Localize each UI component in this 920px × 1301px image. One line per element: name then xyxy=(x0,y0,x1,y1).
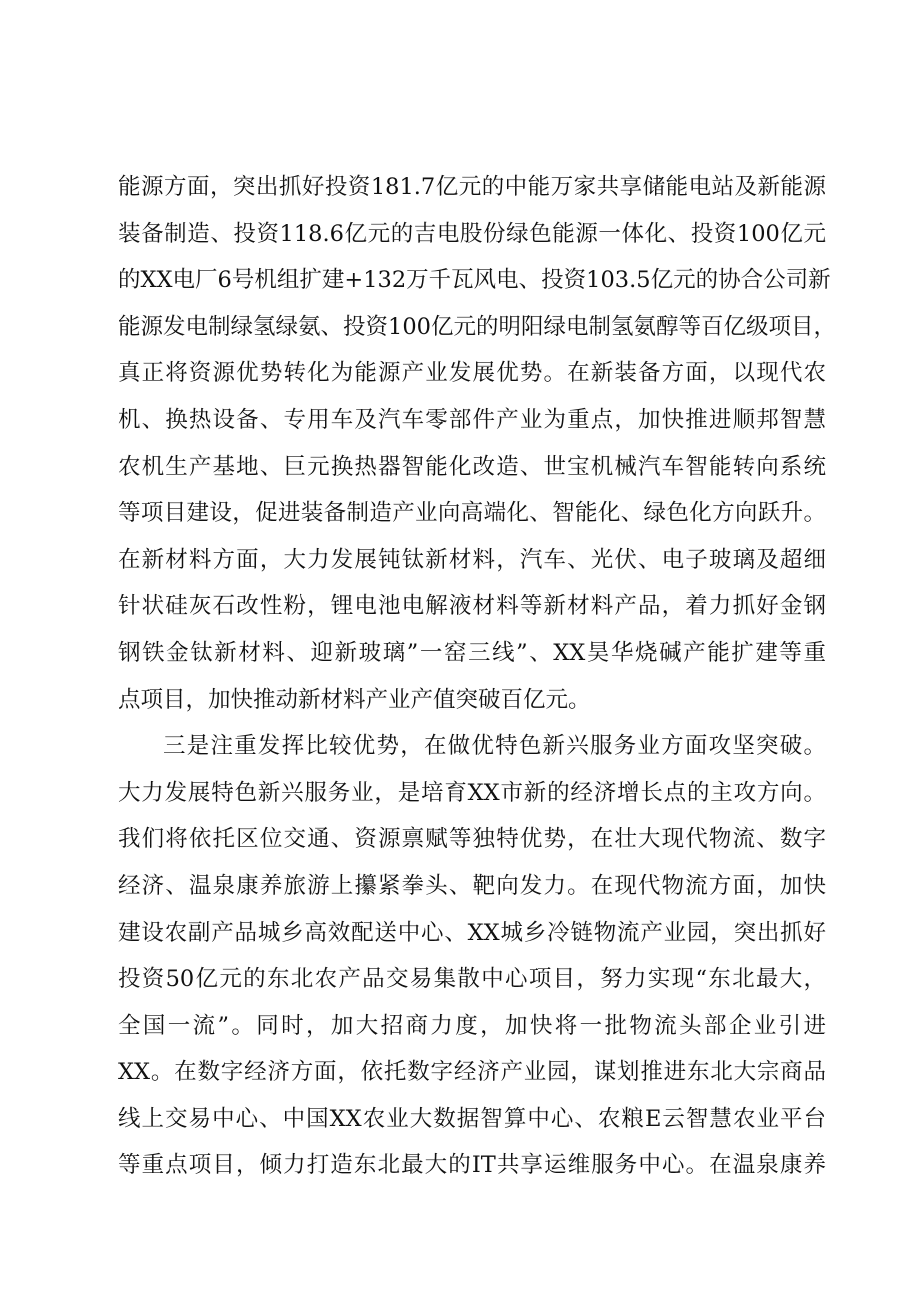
text-line: 农机生产基地、巨元换热器智能化改造、世宝机械汽车智能转向系统 xyxy=(118,453,826,480)
text-line: 在新材料方面，大力发展钝钛新材料，汽车、光伏、电子玻璃及超细 xyxy=(118,546,826,573)
text-line: 大力发展特色新兴服务业，是培育XX市新的经济增长点的主攻方向。 xyxy=(118,779,826,806)
text-line: 的XX电厂6号机组扩建+132万千瓦风电、投资103.5亿元的协合公司新 xyxy=(118,267,831,294)
text-line: 我们将依托区位交通、资源禀赋等独特优势，在壮大现代物流、数字 xyxy=(118,826,826,853)
text-line: 装备制造、投资118.6亿元的吉电股份绿色能源一体化、投资100亿元 xyxy=(118,220,826,247)
text-line: 经济、温泉康养旅游上攥紧拳头、靶向发力。在现代物流方面，加快 xyxy=(118,872,826,899)
text-line: 真正将资源优势转化为能源产业发展优势。在新装备方面，以现代农 xyxy=(118,360,826,387)
text-line: 机、换热设备、专用车及汽车零部件产业为重点，加快推进顺邦智慧 xyxy=(118,406,826,433)
paragraph-service-industry xyxy=(118,723,826,1189)
text-line: XX。在数字经济方面，依托数字经济产业园，谋划推进东北大宗商品 xyxy=(118,1059,826,1086)
text-line: 全国一流”。同时，加大招商力度，加快将一批物流头部企业引进 xyxy=(118,1012,826,1039)
text-line: 点项目，加快推动新材料产业产值突破百亿元。 xyxy=(118,686,591,713)
text-line: 三是注重发挥比较优势，在做优特色新兴服务业方面攻坚突破。 xyxy=(163,733,826,760)
paragraph-energy-equipment-materials xyxy=(118,164,836,723)
text-line: 能源方面，突出抓好投资181.7亿元的中能万家共享储能电站及新能源 xyxy=(118,174,826,200)
text-line: 投资50亿元的东北农产品交易集散中心项目，努力实现“东北最大， xyxy=(118,966,826,993)
text-line: 等项目建设，促进装备制造产业向高端化、智能化、绿色化方向跃升。 xyxy=(118,500,826,527)
text-line: 等重点项目，倾力打造东北最大的IT共享运维服务中心。在温泉康养 xyxy=(118,1152,826,1179)
text-line: 钢铁金钛新材料、迎新玻璃”一窑三线”、XX昊华烧碱产能扩建等重 xyxy=(118,639,826,666)
text-line: 针状硅灰石改性粉，锂电池电解液材料等新材料产品，着力抓好金钢 xyxy=(118,593,826,620)
document-body xyxy=(118,164,836,1189)
text-line: 能源发电制绿氢绿氨、投资100亿元的明阳绿电制氢氨醇等百亿级项目， xyxy=(118,313,836,340)
text-line: 建设农副产品城乡高效配送中心、XX城乡冷链物流产业园，突出抓好 xyxy=(118,919,826,946)
text-line: 线上交易中心、中国XX农业大数据智算中心、农粮E云智慧农业平台 xyxy=(118,1105,826,1132)
